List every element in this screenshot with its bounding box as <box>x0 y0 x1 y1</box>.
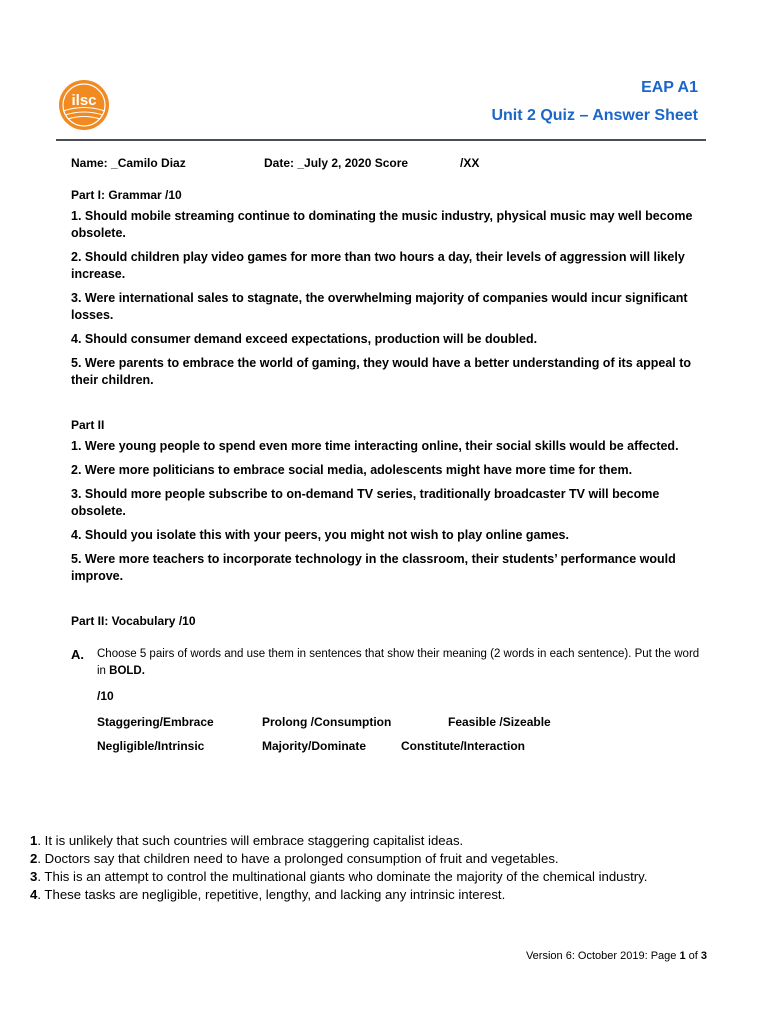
student-name: Name: _Camilo Diaz <box>71 156 186 170</box>
answer-item <box>30 868 720 886</box>
part1-item: 3. Were international sales to stagnate, the overwhelming majority of companies would incur significant losses. <box>71 291 688 322</box>
page-footer <box>526 950 707 962</box>
part2-heading: Part II <box>71 418 105 432</box>
part2-item: 3. Should more people subscribe to on-demand TV series, traditionally broadcaster TV will become obsolete. <box>71 487 660 518</box>
answer-text: . These tasks are negligible, repetitive, lengthy, and lacking any intrinsic interest. <box>37 887 506 902</box>
part-a-instructions: Choose 5 pairs of words and use them in sentences that show their meaning (2 words in each sentence). Put the word in <box>97 648 700 677</box>
header-divider <box>56 139 706 141</box>
page-of: of <box>685 950 701 962</box>
document-title: Unit 2 Quiz – Answer Sheet <box>491 107 698 124</box>
course-code: EAP A1 <box>641 79 698 96</box>
part-a-label: A. <box>71 647 84 662</box>
answer-number: 3 <box>30 869 38 884</box>
word-pair: Feasible /Sizeable <box>448 715 551 729</box>
part-a-score: /10 <box>97 689 114 703</box>
page-total: 3 <box>700 950 707 962</box>
answer-item <box>30 886 720 904</box>
document-header <box>491 78 698 126</box>
logo-text: ilsc <box>71 92 97 109</box>
part1-item: 4. Should consumer demand exceed expectations, production will be doubled. <box>71 332 538 346</box>
quiz-date: Date: _July 2, 2020 Score <box>264 156 409 170</box>
page-number: 1 <box>679 950 686 962</box>
quiz-content <box>71 156 711 762</box>
student-info-row <box>71 156 711 174</box>
word-pair: Negligible/Intrinsic <box>97 739 205 753</box>
answer-text: . This is an attempt to control the multinational giants who dominate the majority of the chemical industry. <box>37 869 648 884</box>
part1-item: 2. Should children play video games for more than two hours a day, their levels of aggression will likely increase. <box>71 250 685 281</box>
answer-text: . It is unlikely that such countries will embrace staggering capitalist ideas. <box>37 833 464 848</box>
word-pair: Majority/Dominate <box>262 739 367 753</box>
part1-heading: Part I: Grammar /10 <box>71 188 182 202</box>
word-pairs-row-1 <box>97 714 711 738</box>
part1-item: 5. Were parents to embrace the world of gaming, they would have a better understanding of its appeal to their children. <box>71 356 692 387</box>
score-total: /XX <box>460 156 480 170</box>
vocab-heading: Part II: Vocabulary /10 <box>71 614 196 628</box>
word-pair: Constitute/Interaction <box>401 739 526 753</box>
answer-item <box>30 850 720 868</box>
answer-text: . Doctors say that children need to have a prolonged consumption of fruit and vegetables. <box>37 851 559 866</box>
answer-list <box>30 832 720 904</box>
part-a-bold-word: BOLD. <box>109 665 145 677</box>
answer-number: 4 <box>30 887 38 902</box>
ilsc-logo <box>57 78 111 132</box>
answer-number: 2 <box>30 851 38 866</box>
part2-item: 4. Should you isolate this with your peers, you might not wish to play online games. <box>71 528 569 542</box>
vocab-part-a <box>71 646 711 762</box>
part2-item: 2. Were more politicians to embrace social media, adolescents might have more time for them. <box>71 463 633 477</box>
answer-item <box>30 832 720 850</box>
word-pair: Staggering/Embrace <box>97 715 214 729</box>
part1-item: 1. Should mobile streaming continue to dominating the music industry, physical music may well become obsolete. <box>71 209 693 240</box>
part2-item: 1. Were young people to spend even more time interacting online, their social skills would be affected. <box>71 439 679 453</box>
version-text: Version 6: October 2019: Page <box>525 950 680 962</box>
part2-item: 5. Were more teachers to incorporate technology in the classroom, their students’ performance would improve. <box>71 552 676 583</box>
word-pairs-row-2 <box>97 738 711 762</box>
answer-number: 1 <box>30 833 38 848</box>
word-pair: Prolong /Consumption <box>262 715 392 729</box>
